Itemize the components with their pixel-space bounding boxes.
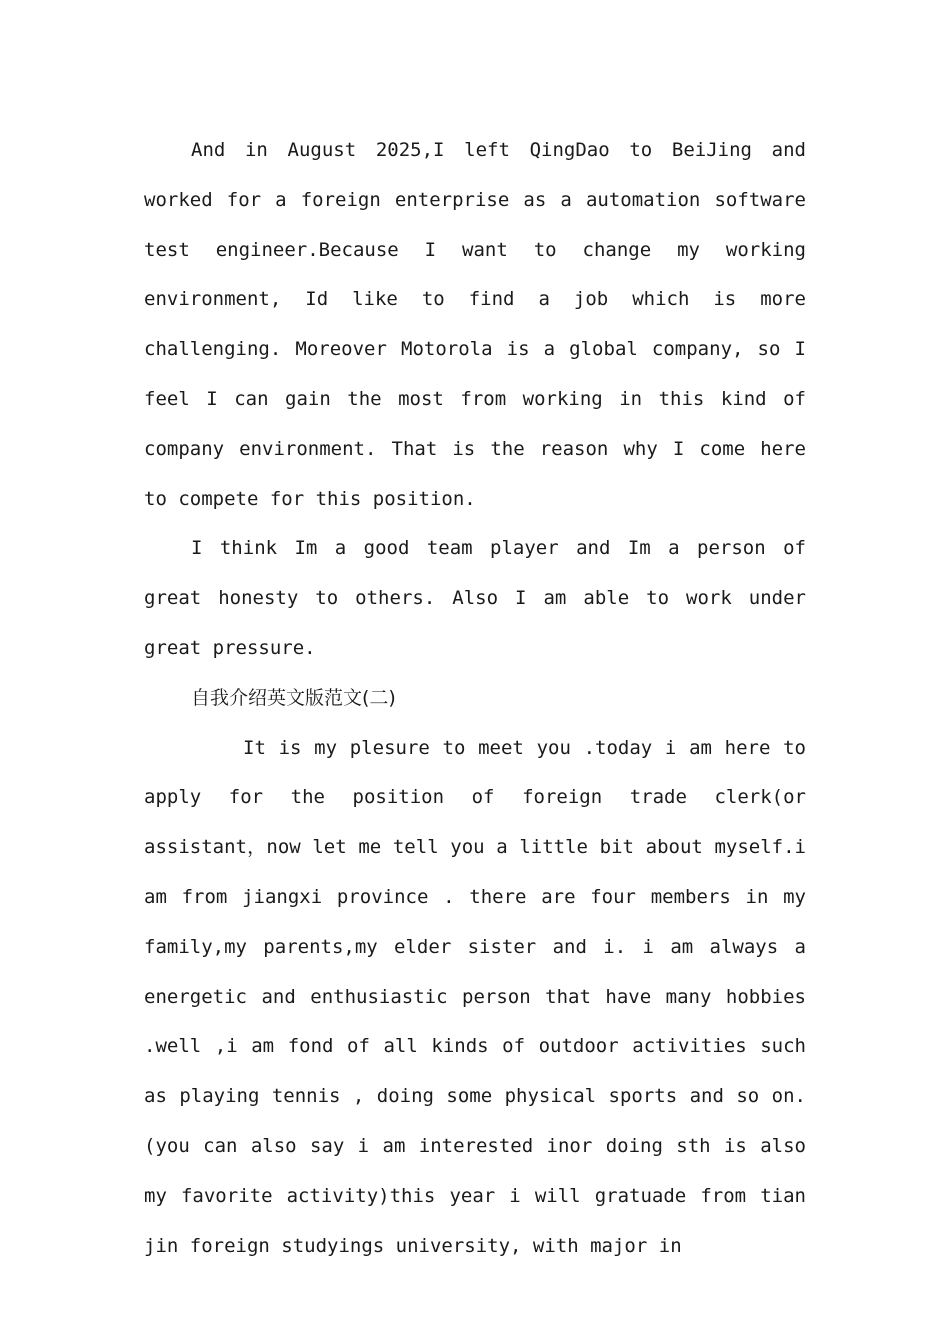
- section-heading: 自我介绍英文版范文(二): [191, 686, 396, 709]
- document-body: [144, 126, 806, 1271]
- paragraph-team-player: I think Im a good team player and Im a person of great honesty to others. Also I am able to work under great pressure.: [144, 537, 806, 659]
- paragraph-career-change: And in August 2025,I left QingDao to BeiJing and worked for a foreign enterprise as a automation software test engineer.Because I want to change my working environment, Id like to find a job which is more challenging. Moreover Motorola is a global company, so I feel I can gain the most from working in this kind of company environment. That is the reason why I come here to compete for this position.: [144, 139, 806, 510]
- paragraph-self-introduction: It is my plesure to meet you .today i am here to apply for the position of foreign trade clerk(or assistant，now let me tell you a little bit about myself.i am from jiangxi province . there are four members in my family,my parents,my elder sister and i. i am always a energetic and enthusiastic person that have many hobbies .well ,i am fond of all kinds of outdoor activities such as playing tennis , doing some physical sports and so on. (you can also say i am interested inor doing sth is also my favorite activity)this year i will gratuade from tian jin foreign studyings university, with major in: [144, 736, 806, 1257]
